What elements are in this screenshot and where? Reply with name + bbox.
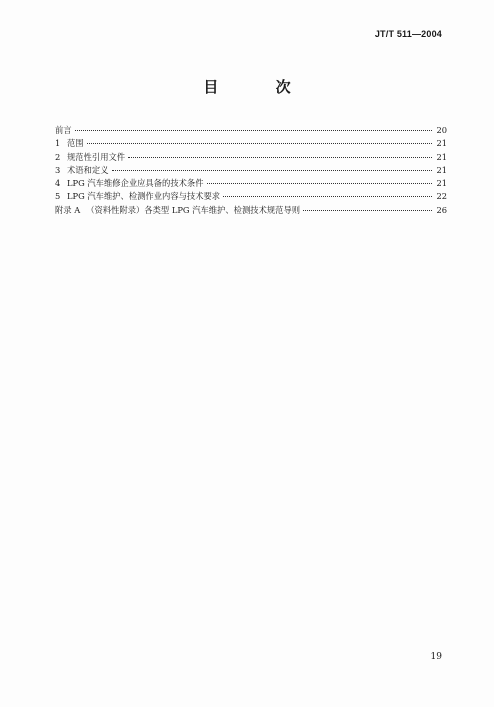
toc-number: 4 [55, 178, 61, 189]
toc-page-number: 21 [436, 151, 447, 162]
toc-number: 附录 A [55, 204, 81, 215]
toc-leader [207, 183, 432, 184]
toc-leader [112, 170, 433, 171]
toc-entry-foreword[interactable] [55, 124, 447, 137]
page-number: 19 [430, 652, 442, 662]
toc-entry-3[interactable] [55, 164, 447, 177]
toc-number: 5 [55, 191, 61, 202]
toc-page-number: 21 [436, 164, 447, 175]
toc-label: LPG 汽车维修企业应具备的技术条件 [67, 178, 204, 189]
toc-number: 3 [55, 164, 61, 175]
toc-label: 术语和定义 [67, 164, 109, 175]
toc-page-number: 22 [436, 191, 447, 202]
toc-entry-annex-a[interactable] [55, 204, 447, 217]
toc-leader [75, 130, 432, 131]
toc-page-number: 21 [436, 138, 447, 149]
standard-code: JT/T 511—2004 [374, 29, 442, 39]
toc-number: 1 [55, 138, 61, 149]
toc-leader [87, 143, 432, 144]
page-title: 目 次 [203, 78, 317, 96]
toc-label: 前言 [55, 125, 72, 135]
toc-label: （资料性附录）各类型 LPG 汽车维护、检测技术规范导则 [86, 204, 301, 215]
toc-entry-1[interactable] [55, 137, 447, 150]
toc-leader [223, 196, 432, 197]
toc-leader [303, 210, 432, 211]
toc-page-number: 21 [436, 178, 447, 189]
toc-label: 规范性引用文件 [67, 151, 126, 162]
table-of-contents [55, 124, 447, 217]
toc-page-number: 26 [436, 204, 447, 215]
toc-label: 范围 [67, 138, 84, 149]
toc-label: LPG 汽车维护、检测作业内容与技术要求 [67, 191, 221, 202]
toc-number: 2 [55, 151, 61, 162]
toc-entry-2[interactable] [55, 151, 447, 164]
toc-page-number: 20 [436, 125, 447, 135]
toc-leader [128, 157, 432, 158]
toc-entry-4[interactable] [55, 177, 447, 190]
toc-entry-5[interactable] [55, 190, 447, 203]
